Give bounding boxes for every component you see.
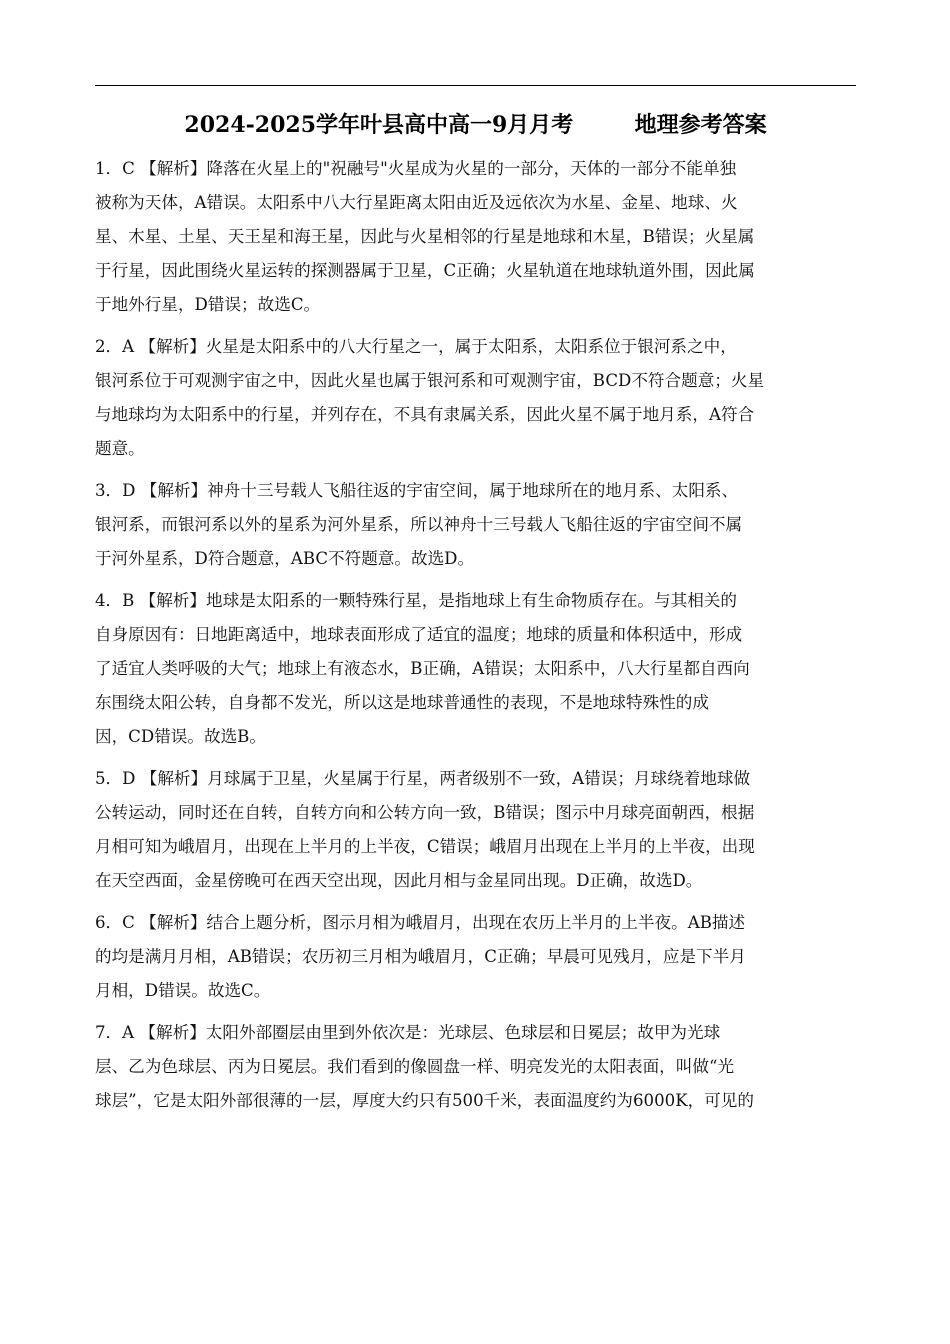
answer-item-7 <box>95 1016 855 1118</box>
answer-line: 了适宜人类呼吸的大气；地球上有液态水，B正确，A错误；太阳系中，八大行星都自西向 <box>95 659 750 678</box>
answer-item-1 <box>95 152 855 322</box>
answer-line: 题意。 <box>95 439 145 458</box>
answer-line: 自身原因有：日地距离适中，地球表面形成了适宜的温度；地球的质量和体积适中，形成 <box>95 625 743 644</box>
answer-line: 因，CD错误。故选B。 <box>95 727 266 746</box>
answer-line: 4．B 【解析】地球是太阳系的一颗特殊行星，是指地球上有生命物质存在。与其相关的 <box>95 591 737 610</box>
answer-line: 与地球均为太阳系中的行星，并列存在，不具有隶属关系，因此火星不属于地月系，A符合 <box>95 405 755 424</box>
answer-line: 7．A 【解析】太阳外部圈层由里到外依次是：光球层、色球层和日冕层；故甲为光球 <box>95 1023 721 1042</box>
answer-line: 东围绕太阳公转，自身都不发光，所以这是地球普通性的表现，不是地球特殊性的成 <box>95 693 709 712</box>
answer-line: 于行星，因此围绕火星运转的探测器属于卫星，C正确；火星轨道在地球轨道外围，因此属 <box>95 261 755 280</box>
answer-item-2 <box>95 330 855 466</box>
answer-line: 1．C 【解析】降落在火星上的"祝融号"火星成为火星的一部分，天体的一部分不能单独 <box>95 159 737 178</box>
answer-line: 在天空西面，金星傍晚可在西天空出现，因此月相与金星同出现。D正确，故选D。 <box>95 871 703 890</box>
answer-list <box>95 152 855 1126</box>
answer-item-5 <box>95 762 855 898</box>
answer-line: 2．A 【解析】火星是太阳系中的八大行星之一，属于太阳系，太阳系位于银河系之中， <box>95 337 737 356</box>
answer-line: 6．C 【解析】结合上题分析，图示月相为峨眉月，出现在农历上半月的上半夜。AB描述 <box>95 913 746 932</box>
answer-line: 星、木星、土星、天王星和海王星，因此与火星相邻的行星是地球和木星，B错误；火星属 <box>95 227 755 246</box>
answer-item-3 <box>95 474 855 576</box>
answer-item-4 <box>95 584 855 754</box>
answer-line: 球层”，它是太阳外部很薄的一层，厚度大约只有500千米，表面温度约为6000K，可见的 <box>95 1091 754 1110</box>
answer-line: 公转运动，同时还在自转，自转方向和公转方向一致，B错误；图示中月球亮面朝西，根据 <box>95 803 755 822</box>
answer-line: 层、乙为色球层、丙为日冕层。我们看到的像圆盘一样、明亮发光的太阳表面，叫做“光 <box>95 1057 735 1076</box>
answer-line: 于地外行星，D错误；故选C。 <box>95 295 321 314</box>
answer-line: 5．D 【解析】月球属于卫星，火星属于行星，两者级别不一致，A错误；月球绕着地球做 <box>95 769 751 788</box>
answer-line: 月相，D错误。故选C。 <box>95 981 271 1000</box>
answer-line: 银河系，而银河系以外的星系为河外星系，所以神舟十三号载人飞船往返的宇宙空间不属 <box>95 515 743 534</box>
answer-line: 月相可知为峨眉月，出现在上半月的上半夜，C错误；峨眉月出现在上半月的上半夜，出现 <box>95 837 755 856</box>
answer-line: 被称为天体，A错误。太阳系中八大行星距离太阳由近及远依次为水星、金星、地球、火 <box>95 193 738 212</box>
answer-item-6 <box>95 906 855 1008</box>
answer-line: 的均是满月月相，AB错误；农历初三月相为峨眉月，C正确；早晨可见残月，应是下半月 <box>95 947 746 966</box>
header-rule <box>95 85 856 86</box>
document-title: 2024-2025学年叶县高中高一9月月考 地理参考答案 <box>184 112 767 138</box>
answer-line: 于河外星系，D符合题意，ABC不符题意。故选D。 <box>95 549 475 568</box>
answer-line: 3．D 【解析】神舟十三号载人飞船往返的宇宙空间，属于地球所在的地月系、太阳系、 <box>95 481 739 500</box>
answer-line: 银河系位于可观测宇宙之中，因此火星也属于银河系和可观测宇宙，BCD不符合题意；火星 <box>95 371 765 390</box>
